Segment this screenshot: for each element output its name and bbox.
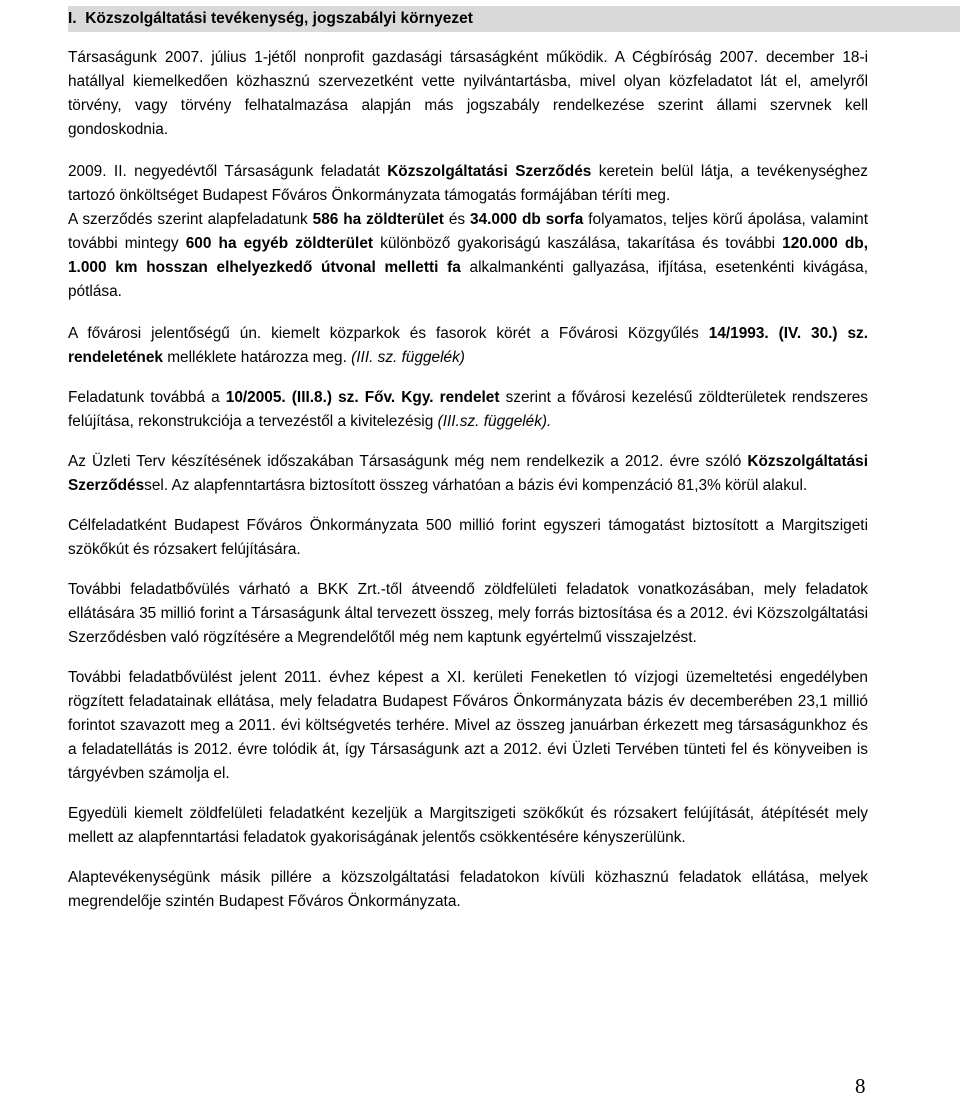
paragraph-9: További feladatbővülést jelent 2011. évhez képest a XI. kerületi Feneketlen tó vízjogi üzemeltetési engedélyben rögzített feladatainak ellátása, mely feladatra Budapest Főváros Önkormányzata bázis év decemberében 23,1 millió forintot szavazott meg a 2011. évi költségvetés terhére. Mivel az összeg januárban érkezett meg társaságunkhoz és a feladatellátás is 2012. évre tolódik át, így Társaságunk azt a 2012. évi Üzleti Tervében tünteti fel és könyveiben is tárgyévben számolja el. [68, 669, 868, 782]
text-run: A fővárosi jelentőségű ún. kiemelt közparkok és fasorok körét a Fővárosi Közgyűlés [68, 325, 709, 342]
text-run: 2009. II. negyedévtől Társaságunk feladatát [68, 163, 388, 180]
italic-run: (III. sz. függelék) [351, 349, 465, 366]
bold-run: 120.000 db, 1.000 km hosszan elhelyezkedő útvonal melletti fa [68, 235, 868, 276]
bold-run: 586 ha zöldterület [312, 211, 444, 228]
text-run: sel. Az alapfenntartásra biztosított összeg várhatóan a bázis évi kompenzáció 81,3% körül alakul. [144, 477, 808, 494]
text-run: és [443, 211, 471, 228]
paragraph-3 [68, 208, 868, 304]
text-run: Feladatunk továbbá a [68, 389, 226, 406]
paragraph-4 [68, 322, 868, 370]
paragraph-11: Alaptevékenységünk másik pillére a közszolgáltatási feladatokon kívüli közhasznú feladatok ellátása, melyek megrendelője szintén Budapest Főváros Önkormányzata. [68, 869, 868, 910]
bold-run: 14/1993. (IV. 30.) sz. rendeletének [68, 325, 868, 366]
text-run: különböző gyakoriságú kaszálása, takarítása és további [373, 235, 783, 252]
bold-run: Közszolgáltatási Szerződés [387, 163, 592, 180]
bold-run: 10/2005. (III.8.) sz. Főv. Kgy. rendelet [225, 389, 500, 406]
page-number: 8 [855, 1074, 866, 1098]
paragraph-7: Célfeladatként Budapest Főváros Önkormányzata 500 millió forint egyszeri támogatást biztosított a Margitszigeti szökőkút és rózsakert felújítására. [68, 517, 868, 558]
paragraph-6 [68, 450, 868, 498]
document-body [68, 46, 868, 914]
section-heading: I. Közszolgáltatási tevékenység, jogszabályi környezet [68, 10, 473, 27]
bold-run: Közszolgáltatási Szerződés [68, 453, 868, 494]
text-run: szerint a fővárosi kezelésű zöldterületek rendszeres felújítása, rekonstrukciója a tervezéstől a kivitelezésig [68, 389, 868, 430]
text-run: melléklete határozza meg. [162, 349, 352, 366]
text-run: alkalmankénti gallyazása, ifjítása, esetenkénti kivágása, pótlása. [68, 259, 868, 300]
text-run: folyamatos, teljes körű ápolása, valamint további mintegy [68, 211, 868, 252]
text-run: keretein belül látja, a tevékenységhez tartozó önköltséget Budapest Főváros Önkormányzata támogatás formájában téríti meg. [68, 163, 868, 204]
paragraph-8: További feladatbővülés várható a BKK Zrt.-től átveendő zöldfelületi feladatok vonatkozásában, mely feladatok ellátására 35 millió forint a Társaságunk által tervezett összeg, mely forrás biztosítása és a 2012. évi Közszolgáltatási Szerződésben való rögzítésére a Megrendelőtől még nem kaptunk egyértelmű visszajelzést. [68, 581, 868, 646]
section-heading-bar [68, 6, 960, 32]
paragraph-10: Egyedüli kiemelt zöldfelületi feladatként kezeljük a Margitszigeti szökőkút és rózsakert felújítását, átépítését mely mellett az alapfenntartási feladatok gyakoriságának jelentős csökkentésére kényszerülünk. [68, 805, 868, 846]
paragraph-1: Társaságunk 2007. július 1-jétől nonprofit gazdasági társaságként működik. A Cégbíróság 2007. december 18-i hatállyal kiemelkedően közhasznú szervezetként vette nyilvántartásba, mivel olyan közfeladatot lát el, amelyről törvény, vagy törvény felhatalmazása alapján más jogszabály rendelkezése szerint állami szervnek kell gondoskodnia. [68, 49, 868, 138]
bold-run: 600 ha egyéb zöldterület [185, 235, 374, 252]
paragraph-5 [68, 386, 868, 434]
paragraph-2 [68, 160, 868, 208]
bold-run: 34.000 db sorfa [470, 211, 584, 228]
text-run: A szerződés szerint alapfeladatunk [68, 211, 313, 228]
italic-run: (III.sz. függelék). [437, 413, 552, 430]
text-run: Az Üzleti Terv készítésének időszakában Társaságunk még nem rendelkezik a 2012. évre szóló [68, 453, 748, 470]
